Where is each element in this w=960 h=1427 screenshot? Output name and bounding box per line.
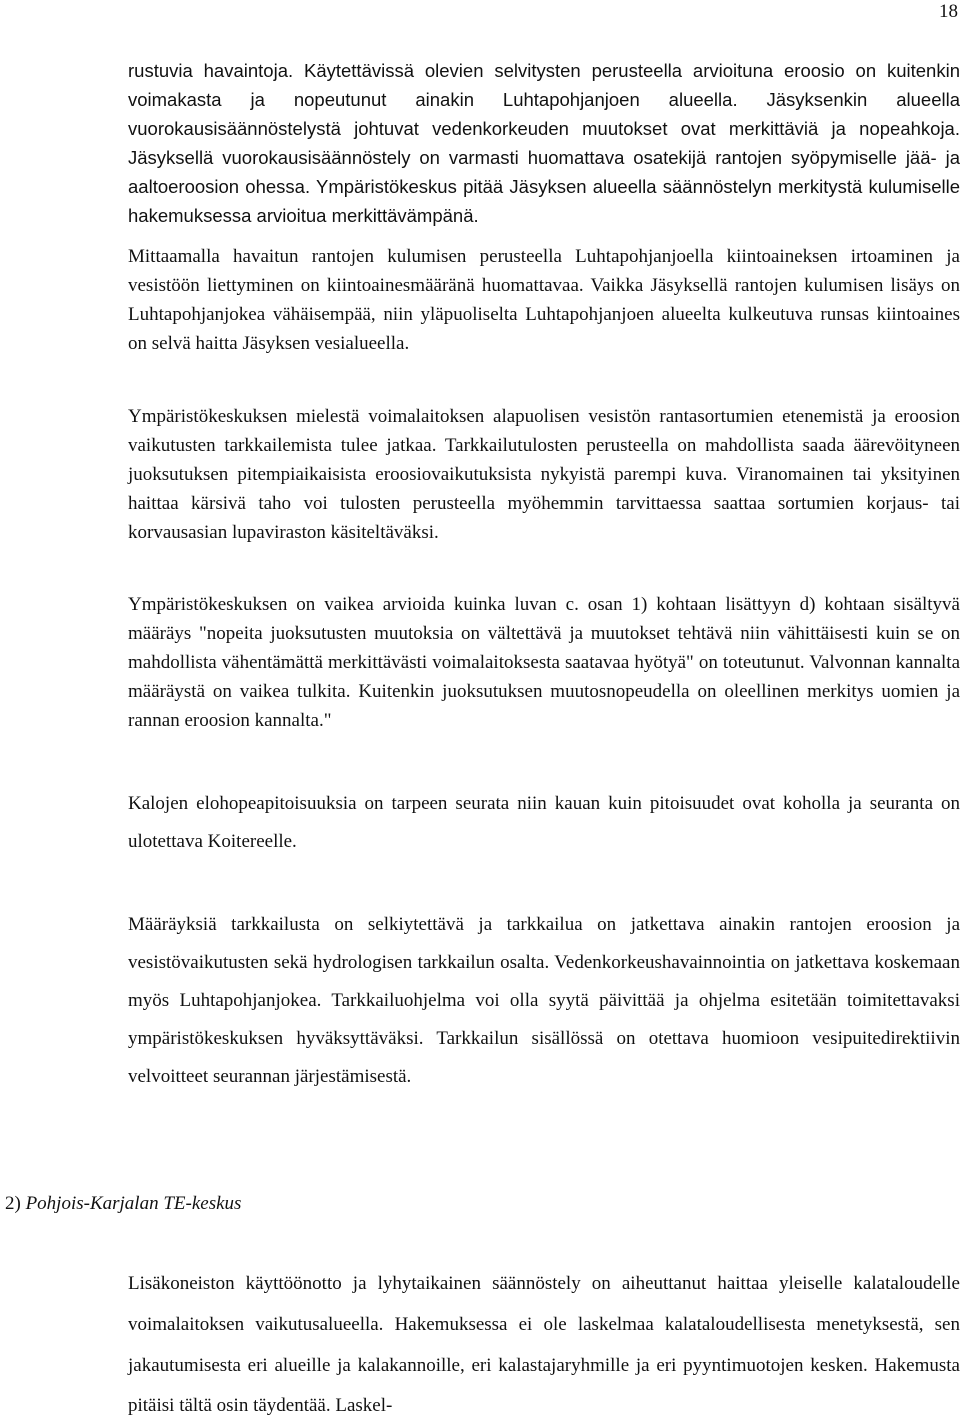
paragraph-regulation-assessment: Ympäristökeskuksen on vaikea arvioida kuinka luvan c. osan 1) kohtaan lisättyyn d) kohtaan sisältyvä määräys "nopeita juoksutusten muutoksia on vältettävä ja muutokset tehtävä niin vähittäisesti kuin se on mahdollista vähentämättä merkittävästi voimalaitoksesta saatavaa hyötyä" on toteutunut. Valvonnan kannalta määräystä on vaikea tulkita. Kuitenkin juoksutuksen muutosnopeudella on oleellinen merkitys uomien ja rannan eroosion kannalta." [128,594,960,731]
paragraph-monitoring-continuation: Ympäristökeskuksen mielestä voimalaitoksen alapuolisen vesistön rantasortumien etenemistä ja eroosion vaikutusten tarkkailemista tulee jatkaa. Tarkkailutulosten perusteella on mahdollista saada äärevöityneen juoksutuksen pitempiaikaisista eroosiovaikutuksista nykyistä parempi kuva. Viranomainen tai yksityinen haittaa kärsivä taho voi tulosten perusteella myöhemmin tarvittaessa saattaa sortumien korjaus- tai korvausasian lupaviraston käsiteltäväksi. [128,406,960,543]
section-heading [5,1191,241,1217]
page-number: 18 [939,1,958,22]
paragraph-shore-wear-measurement: Mittaamalla havaitun rantojen kulumisen perusteella Luhtapohjanjoella kiintoaineksen irtoaminen ja vesistöön liettyminen on kiintoainesmääränä huomattavaa. Vaikka Jäsyksellä rantojen kulumisen lisäys on Luhtapohjanjokea vähäisempää, niin yläpuoliselta Luhtapohjanjoen alueelta kulkeutuva runsas kiintoaines on selvä haitta Jäsyksen vesialueella. [128,246,960,354]
section-title: Pohjois-Karjalan TE-keskus [25,1193,242,1214]
paragraph-fisheries-harm: Lisäkoneiston käyttöönotto ja lyhytaikainen säännöstely on aiheuttanut haittaa yleiselle kalataloudelle voimalaitoksen vaikutusalueella. Hakemuksessa ei ole laskelmaa kalataloudellisesta menetyksestä, sen jakautumisesta eri alueille ja kalakannoille, eri kalastajaryhmille ja eri pyyntimuotojen kesken. Hakemusta pitäisi tältä osin täydentää. Laskel- [128,1273,960,1417]
paragraph-fish-mercury: Kalojen elohopeapitoisuuksia on tarpeen seurata niin kauan kuin pitoisuudet ovat koholla ja seuranta on ulotettava Koitereelle. [128,793,960,852]
paragraph-erosion-assessment: rustuvia havaintoja. Käytettävissä olevien selvitysten perusteella arvioituna eroosio on kuitenkin voimakasta ja nopeutunut ainakin Luhtapohjanjoen alueella. Jäsyksenkin alueella vuorokausisäännöstelystä johtuvat vedenkorkeuden muutokset ovat merkittäviä ja nopeahkoja. Jäsyksellä vuorokausisäännöstely on varmasti huomattava osatekijä rantojen syöpymiselle jää- ja aaltoeroosion ohessa. Ympäristökeskus pitää Jäsyksen alueella säännöstelyn merkitystä kulumiselle hakemuksessa arvioitua merkittävämpänä. [128,60,960,226]
paragraph-monitoring-orders: Määräyksiä tarkkailusta on selkiytettävä ja tarkkailua on jatkettava ainakin rantojen eroosion ja vesistövaikutusten sekä hydrologisen tarkkailun osalta. Vedenkorkeushavainnointia on jatkettava koskemaan myös Luhtapohjanjokea. Tarkkailuohjelma voi olla syytä päivittää ja ohjelma esitetään toimitettavaksi ympäristökeskuksen hyväksyttäväksi. Tarkkailun sisällössä on otettava huomioon vesipuitedirektiivin velvoitteet seurannan järjestämisestä. [128,914,960,1087]
section-number: 2) [5,1193,21,1214]
